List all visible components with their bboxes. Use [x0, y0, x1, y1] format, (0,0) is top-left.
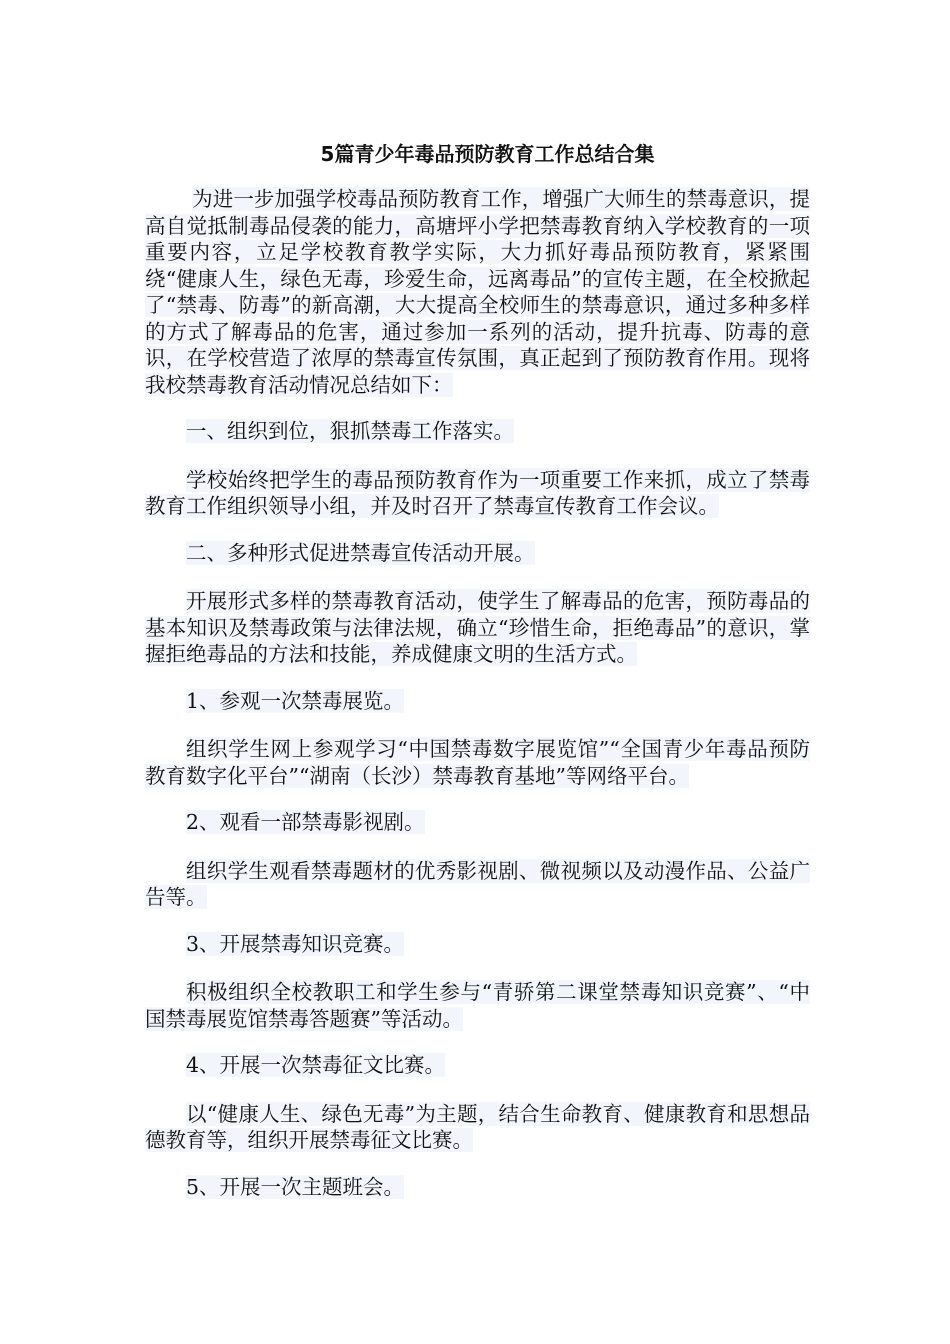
item-body-1: [145, 736, 810, 789]
intro-paragraph: [145, 186, 810, 398]
item-heading-2: [145, 809, 810, 836]
document-page: [145, 140, 810, 1222]
item-body-2-text: 组织学生观看禁毒题材的优秀影视剧、微视频以及动漫作品、公益广告等。: [145, 858, 810, 909]
item-body-3-text: 积极组织全校教职工和学生参与“青骄第二课堂禁毒知识竞赛”、“中国禁毒展览馆禁毒答题赛”等活动。: [145, 980, 810, 1031]
section-body-1-text: 学校始终把学生的毒品预防教育作为一项重要工作来抓，成立了禁毒教育工作组织领导小组，并及时召开了禁毒宣传教育工作会议。: [145, 467, 810, 518]
section-heading-1-text: 一、组织到位，狠抓禁毒工作落实。: [186, 419, 514, 443]
item-body-4: [145, 1101, 810, 1154]
item-heading-1: [145, 688, 810, 715]
section-heading-2-text: 二、多种形式促进禁毒宣传活动开展。: [186, 540, 535, 565]
item-heading-5-text: 5、开展一次主题班会。: [186, 1174, 405, 1199]
section-body-2-text: 开展形式多样的禁毒教育活动，使学生了解毒品的危害，预防毒品的基本知识及禁毒政策与法律法规，确立“珍惜生命，拒绝毒品”的意识，掌握拒绝毒品的方法和技能，养成健康文明的生活方式。: [145, 589, 810, 666]
item-heading-3: [145, 931, 810, 958]
section-heading-2: [145, 540, 810, 567]
section-body-1: [145, 467, 810, 520]
item-body-2: [145, 858, 810, 911]
item-heading-4-text: 4、开展一次禁毒征文比赛。: [186, 1053, 446, 1077]
item-heading-1-text: 1、参观一次禁毒展览。: [186, 688, 405, 713]
section-heading-1: [145, 418, 810, 445]
intro-text: 为进一步加强学校毒品预防教育工作，增强广大师生的禁毒意识，提高自觉抵制毒品侵袭的能力，高塘坪小学把禁毒教育纳入学校教育的一项重要内容，立足学校教育教学实际，大力抓好毒品预防教育，紧紧围绕“健康人生，绿色无毒，珍爱生命，远离毒品”的宣传主题，在全校掀起了“禁毒、防毒”的新高潮，大大提高全校师生的禁毒意识，通过多种多样的方式了解毒品的危害，通过参加一系列的活动，提升抗毒、防毒的意识，在学校营造了浓厚的禁毒宣传氛围，真正起到了预防教育作用。现将我校禁毒教育活动情况总结如下：: [145, 187, 810, 397]
item-body-1-text: 组织学生网上参观学习“中国禁毒数字展览馆”“全国青少年毒品预防教育数字化平台”“湖南（长沙）禁毒教育基地”等网络平台。: [145, 737, 810, 788]
item-heading-5: [145, 1174, 810, 1201]
document-title: 5篇青少年毒品预防教育工作总结合集: [320, 142, 655, 166]
item-body-4-text: 以“健康人生、绿色无毒”为主题，结合生命教育、健康教育和思想品德教育等，组织开展禁毒征文比赛。: [145, 1101, 810, 1152]
item-body-3: [145, 979, 810, 1032]
item-heading-3-text: 3、开展禁毒知识竞赛。: [186, 931, 405, 956]
item-heading-4: [145, 1052, 810, 1079]
item-heading-2-text: 2、观看一部禁毒影视剧。: [186, 810, 425, 834]
section-body-2: [145, 588, 810, 668]
